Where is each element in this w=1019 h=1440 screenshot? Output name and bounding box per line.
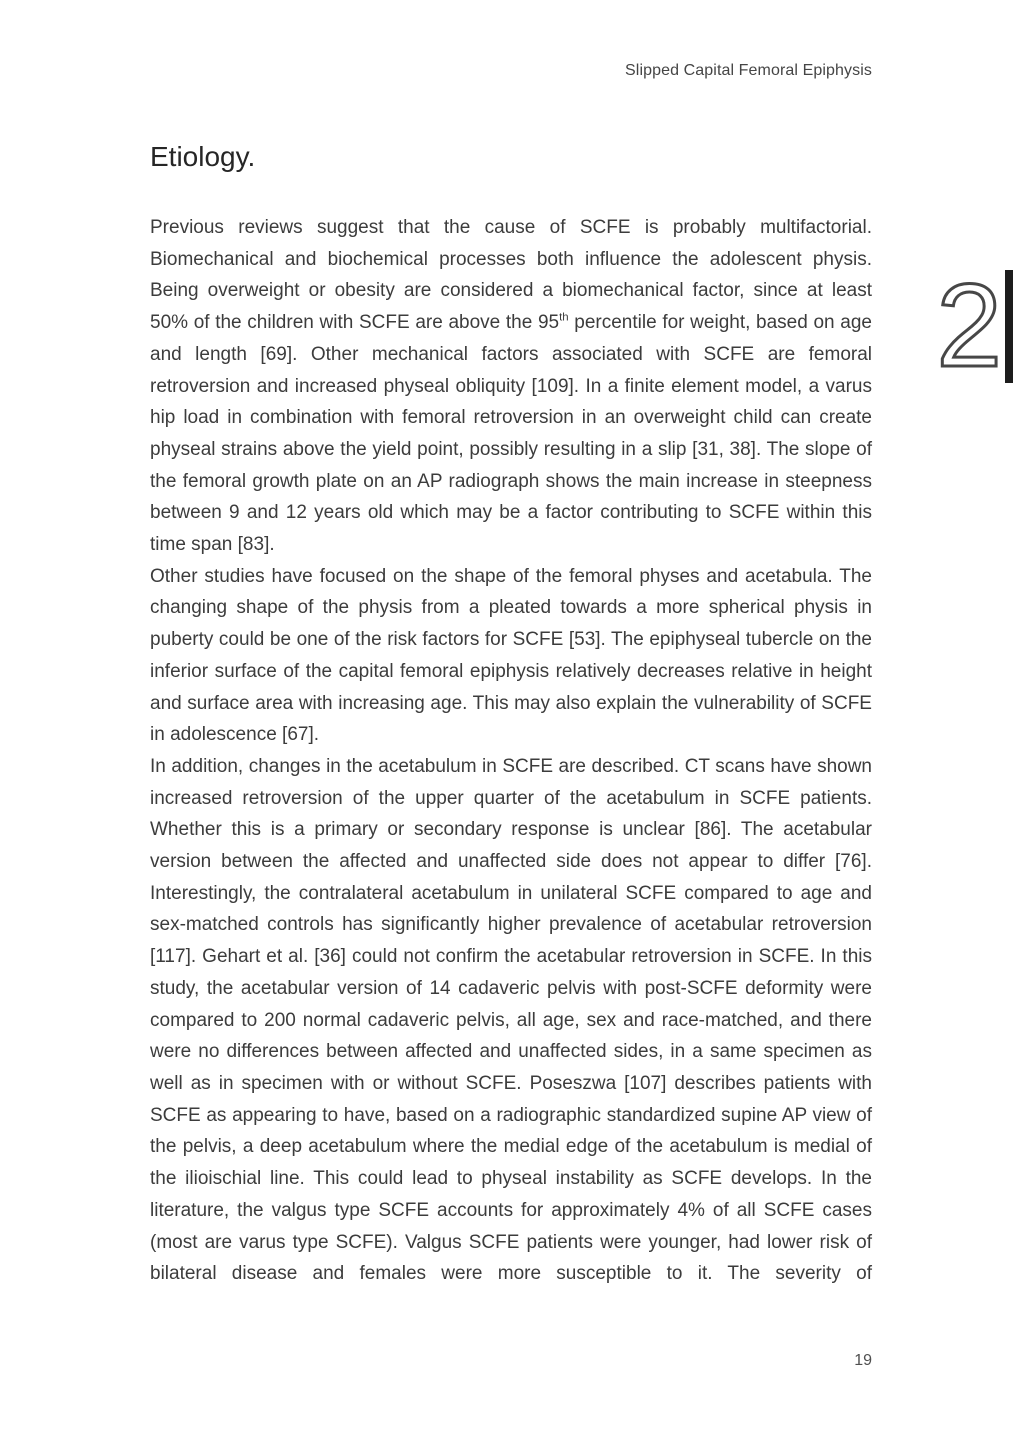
chapter-tab-bar: [1005, 270, 1013, 383]
running-header: Slipped Capital Femoral Epiphysis: [625, 62, 872, 79]
paragraph: [150, 561, 872, 751]
text-run: Other studies have focused on the shape of the femoral physes and acetabula. The changing shape of the physis from a pleated towards a more spherical physis in puberty could be one of the risk factors for SCFE [53]. The epiphyseal tubercle on the inferior surface of the capital femoral epiphysis relatively decreases relative in height and surface area with increasing age. This may also explain the vulnerability of SCFE in adolescence [67].: [150, 565, 872, 746]
superscript: th: [559, 311, 569, 324]
chapter-number: 2: [936, 260, 1002, 393]
text-run: percentile for weight, based on age and length [69]. Other mechanical factors associated with SCFE are femoral retroversion and increased physeal obliquity [109]. In a finite element model, a varus hip load in combination with femoral retroversion in an overweight child can create physeal strains above the yield point, possibly resulting in a slip [31, 38]. The slope of the femoral growth plate on an AP radiograph shows the main increase in steepness between 9 and 12 years old which may be a factor contributing to SCFE within this time span [83].: [150, 312, 872, 556]
text-run: In addition, changes in the acetabulum in SCFE are described. CT scans have shown increased retroversion of the upper quarter of the acetabulum in SCFE patients. Whether this is a primary or secondary response is unclear [86]. The acetabular version between the affected and unaffected side does not appear to differ [76]. Interestingly, the contralateral acetabulum in unilateral SCFE compared to age and sex-matched controls has significantly higher prevalence of acetabular retroversion [117]. Gehart et al. [36] could not confirm the acetabular retroversion in SCFE. In this study, the acetabular version of 14 cadaveric pelvis with post-SCFE deformity were compared to 200 normal cadaveric pelvis, all age, sex and race-matched, and there were no differences between affected and unaffected sides, in a same specimen as well as in specimen with or without SCFE. Poseszwa [107] describes patients with SCFE as appearing to have, based on a radiographic standardized supine AP view of the pelvis, a deep acetabulum where the medial edge of the acetabulum is medial of the ilioischial line. This could lead to physeal instability as SCFE develops. In the literature, the valgus type SCFE accounts for approximately 4% of all SCFE cases (most are varus type SCFE). Valgus SCFE patients were younger, had lower risk of bilateral disease and females were more susceptible to it. The severity of: [150, 755, 872, 1285]
paragraph: [150, 751, 872, 1290]
chapter-tab: [936, 260, 1013, 393]
page-number: 19: [854, 1352, 872, 1369]
body-text: [150, 212, 872, 1290]
section-title: Etiology.: [150, 141, 256, 172]
text-run: Previous reviews suggest that the cause of SCFE is probably multifactorial. Biomechanical and biochemical processes both influence the adolescent physis. Being overweight or obesity are considered a biomechanical factor, since at least 50% of the children with SCFE are above the 95: [150, 217, 872, 334]
paragraph: [150, 212, 872, 561]
